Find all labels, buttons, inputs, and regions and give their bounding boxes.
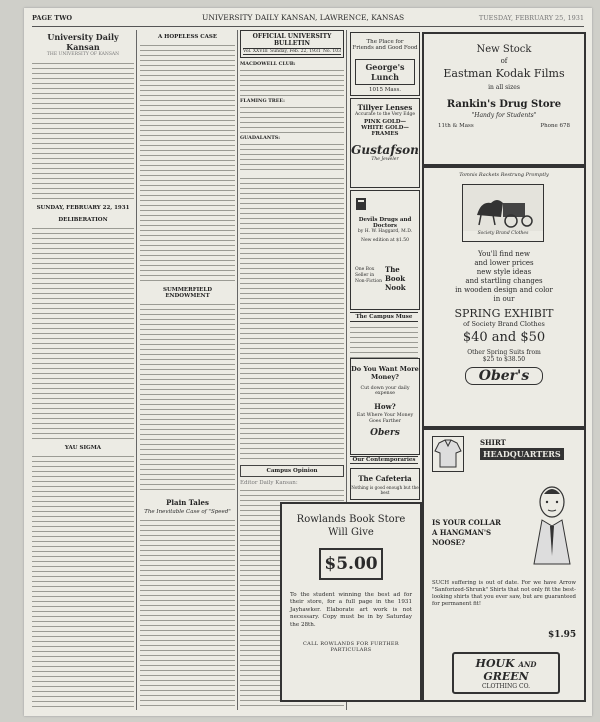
- eastman-new-stock: New Stock: [476, 44, 532, 55]
- campus-opinion-salutation: Editor Daily Kansan:: [240, 480, 298, 486]
- george-tagline-1: The Place for: [366, 39, 404, 45]
- column-rule: [237, 30, 238, 710]
- editorial-column: [140, 30, 235, 710]
- devils-title: Devils Drugs and Doctors: [358, 217, 412, 229]
- collar-question-1: IS YOUR COLLAR: [432, 518, 501, 527]
- editorial-headline: DELIBERATION: [58, 217, 108, 223]
- page-header: [32, 10, 584, 27]
- shirt-headquarters-ad: [422, 428, 586, 702]
- bulletin-text: [240, 142, 344, 170]
- collar-question-3: NOOSE?: [432, 538, 466, 547]
- houk-green-word-2: AND: [518, 660, 537, 669]
- obers-logo-large: Ober's: [465, 367, 543, 385]
- book-icon: [355, 197, 367, 211]
- rankin-slogan: "Handy for Students": [471, 112, 537, 119]
- rankin-address: 11th & Mass: [438, 123, 474, 129]
- houk-green-logo: [452, 652, 560, 694]
- man-with-collar-icon: [528, 480, 574, 570]
- spring-line-1: You'll find new: [478, 250, 530, 258]
- bulletin-meta: [243, 48, 341, 55]
- article-text: [240, 176, 344, 461]
- spring-other-price: $25 to $38.50: [482, 356, 526, 363]
- devils-edition: New edition at $1.50: [361, 238, 409, 243]
- book-nook-ad: [350, 190, 420, 310]
- shirt-icon: [433, 437, 463, 471]
- bulletin-date: Sunday, Feb. 22, 1931: [270, 49, 321, 54]
- cafeteria-ad: [350, 468, 420, 500]
- tillyer-white-gold: WHITE GOLD—: [361, 125, 409, 131]
- george-name: George's Lunch: [355, 59, 415, 85]
- gustafson-logo: Gustafson: [351, 143, 419, 157]
- masthead-subtitle: THE UNIVERSITY OF KANSAN: [46, 52, 120, 57]
- horse-carriage-icon: [463, 185, 543, 231]
- george-address: 1015 Mass.: [368, 87, 402, 93]
- eastman-sizes: in all sizes: [488, 84, 520, 91]
- tillyer-title: Tillyer Lenses: [357, 103, 413, 112]
- spring-exhibit-ad: [422, 166, 586, 428]
- feature-subtitle: The Inevitable Case of "Speed": [144, 509, 231, 515]
- bulletin-number: No. 103: [322, 49, 341, 54]
- obers-logo: Obers: [370, 428, 400, 438]
- book-nook-name: The Book Nook: [385, 265, 406, 292]
- bulletin-item-2: FLAMING TREE:: [240, 98, 285, 104]
- cafeteria-name: The Cafeteria: [358, 474, 412, 483]
- devils-note: One Box Seller in Non-Fiction: [355, 267, 383, 284]
- cafeteria-tagline: Nothing is good enough but the best: [351, 485, 419, 495]
- editorial-text-2: [32, 454, 134, 710]
- money-answer: Eat Where Your Money Goes Farther: [356, 413, 414, 424]
- rankin-drug-store: Rankin's Drug Store: [446, 99, 562, 110]
- houk-green-word-3: GREEN: [483, 670, 529, 683]
- bulletin-text: [240, 68, 344, 96]
- houk-green-word-1: HOUK: [475, 657, 515, 670]
- money-headline: Do You Want More Money?: [351, 365, 419, 381]
- tillyer-frames: FRAMES: [371, 131, 399, 137]
- spring-line-3: new style ideas: [476, 268, 532, 276]
- shirt-body-copy: SUCH suffering is out of date. For we have Arrow "Sanforized-Shrunk" Shirts that not only fit the best-looking shirts that you ever saw, but are guaranteed for permanent fit!: [432, 580, 576, 607]
- masthead-column: [32, 30, 134, 710]
- shirt-illustration: [432, 436, 464, 472]
- tillyer-pink-gold: PINK GOLD—: [363, 119, 407, 125]
- spring-line-4: and startling changes: [465, 277, 543, 285]
- staff-listing: [32, 61, 134, 201]
- spring-line-6: in our: [493, 295, 515, 303]
- spring-brand-line: of Society Brand Clothes: [463, 320, 545, 328]
- bulletin-volume: Vol. XXVIII: [243, 49, 268, 54]
- bulletin-item-1: MACDOWELL CLUB:: [240, 61, 296, 67]
- houk-green-sub: CLOTHING CO.: [481, 683, 531, 690]
- eastman-of: of: [500, 57, 508, 65]
- society-brand-badge: Society Brand Clothes: [477, 231, 529, 236]
- contemporaries-column: [350, 456, 418, 466]
- gustafson-subtitle: The Jeweler: [371, 157, 399, 162]
- campus-muse-head: The Campus Muse: [350, 312, 418, 322]
- money-sub: Cut down your daily expense: [360, 386, 410, 396]
- rowlands-body: To the student winning the best ad for their store, for a full page in the 1931 Jayhawker. Elaborate art work is not necessary. Copy must be in by Saturday the 28th.: [290, 592, 412, 628]
- houk-green-name: [454, 657, 558, 683]
- spring-top-note: Tomnis Rackets Restrung Promptly: [459, 172, 549, 178]
- article-text-2: [140, 302, 235, 492]
- rowlands-prize: $5.00: [319, 548, 383, 580]
- campus-opinion-head: Campus Opinion: [240, 465, 344, 477]
- bulletin-box: [240, 30, 344, 58]
- column-rule: [136, 30, 137, 710]
- rowlands-book-store-ad: [280, 502, 422, 702]
- man-illustration: [528, 480, 574, 570]
- bulletin-text: [240, 105, 344, 133]
- collar-question: [432, 518, 501, 548]
- bulletin-title: OFFICIAL UNIVERSITY BULLETIN: [252, 33, 332, 47]
- tillyer-lenses-ad: [350, 98, 420, 188]
- spring-price: $40 and $50: [462, 330, 546, 345]
- rankin-phone: Phone 678: [540, 123, 570, 129]
- money-ad: [350, 358, 420, 455]
- rowlands-name: Rowlands Book Store: [296, 514, 406, 525]
- collar-question-2: A HANGMAN'S: [432, 528, 492, 537]
- editorial-text: [32, 226, 134, 441]
- rowlands-footer: CALL ROWLANDS FOR FURTHER PARTICULARS: [303, 641, 399, 654]
- feature-text: [140, 518, 235, 710]
- carriage-illustration: [462, 184, 544, 242]
- tillyer-line: Accurate to the Very Edge: [354, 112, 415, 117]
- masthead-title: University Daily Kansan: [47, 32, 119, 52]
- masthead-date: SUNDAY, FEBRUARY 22, 1931: [36, 205, 130, 211]
- shirt-head-1: SHIRT: [480, 438, 506, 447]
- eastman-kodak-ad: [422, 32, 586, 166]
- newspaper-page: [24, 8, 592, 716]
- contemporaries-head: Our Contemporaries: [350, 456, 418, 464]
- article-headline: A HOPELESS CASE: [157, 34, 218, 40]
- spring-exhibit-title: SPRING EXHIBIT: [454, 307, 554, 320]
- spring-other-suits: Other Spring Suits from: [467, 349, 541, 356]
- article-headline-2: SUMMERFIELD ENDOWMENT: [162, 287, 212, 299]
- rankin-contact: [438, 123, 570, 129]
- money-how: How?: [374, 402, 396, 411]
- shirt-head-2: HEADQUARTERS: [480, 448, 564, 460]
- newspaper-title: UNIVERSITY DAILY KANSAN, LAWRENCE, KANSAS: [202, 13, 405, 22]
- shirt-price: $1.95: [548, 630, 577, 640]
- devils-author: by H. W. Haggard, M.D.: [357, 229, 413, 234]
- spring-line-2: and lower prices: [474, 259, 534, 267]
- issue-date: TUESDAY, FEBRUARY 25, 1931: [478, 14, 584, 22]
- editorial-headline-2: YAU SIGMA: [64, 445, 102, 451]
- spring-line-5: in wooden design and color: [455, 286, 553, 294]
- column-feature-title: Plain Tales: [166, 498, 209, 507]
- bulletin-item-3: GUADALANTS:: [240, 135, 281, 141]
- spring-copy: [424, 250, 584, 304]
- eastman-films: Eastman Kodak Films: [443, 67, 565, 80]
- article-text: [140, 43, 235, 283]
- george-tagline-2: Friends and Good Food: [352, 45, 418, 51]
- page-number: PAGE TWO: [32, 14, 73, 22]
- george-lunch-ad: [350, 32, 420, 96]
- rowlands-will-give: Will Give: [328, 527, 374, 538]
